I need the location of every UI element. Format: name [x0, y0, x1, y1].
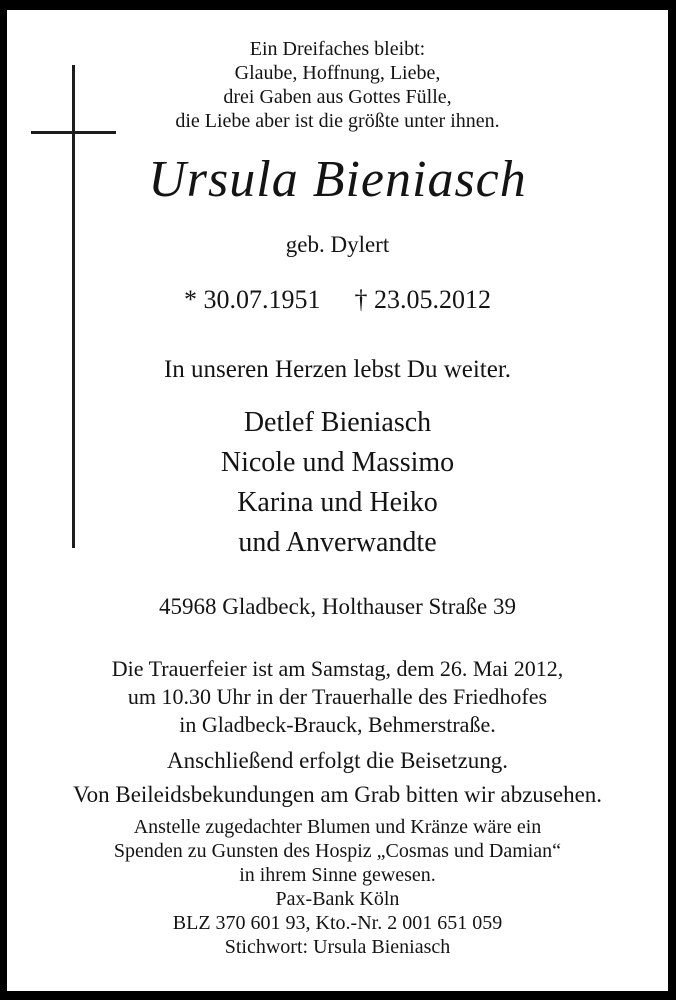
- donation-line: in ihrem Sinne gewesen.: [239, 864, 436, 886]
- donation-details: [7, 815, 668, 959]
- opening-verse: [7, 10, 668, 133]
- verse-line: Glaube, Hoffnung, Liebe,: [234, 62, 441, 84]
- funeral-line: Die Trauerfeier ist am Samstag, dem 26. Mai 2012,: [111, 656, 564, 681]
- life-dates: [7, 285, 668, 315]
- family-address: 45968 Gladbeck, Holthauser Straße 39: [158, 594, 517, 619]
- funeral-line: in Gladbeck-Brauck, Behmerstraße.: [179, 712, 496, 737]
- death-date: † 23.05.2012: [354, 285, 491, 314]
- donation-line: Anstelle zugedachter Blumen und Kränze wäre ein: [133, 816, 542, 838]
- mourner-name: Karina und Heiko: [237, 487, 438, 518]
- verse-line: drei Gaben aus Gottes Fülle,: [223, 86, 452, 108]
- donation-line: Pax-Bank Köln: [275, 888, 400, 910]
- funeral-line: um 10.30 Uhr in der Trauerhalle des Friedhofes: [127, 684, 548, 709]
- deceased-name: Ursula Bieniasch: [148, 151, 527, 208]
- mourner-name: Detlef Bieniasch: [243, 407, 432, 438]
- obituary-card: [7, 10, 668, 991]
- donation-line: Spenden zu Gunsten des Hospiz „Cosmas und Damian“: [113, 840, 562, 862]
- maiden-name: geb. Dylert: [285, 232, 390, 257]
- funeral-details: [7, 655, 668, 739]
- donation-line: Stichwort: Ursula Bieniasch: [224, 936, 451, 958]
- verse-line: die Liebe aber ist die größte unter ihnen.: [175, 110, 500, 132]
- burial-note: Anschließend erfolgt die Beisetzung.: [166, 748, 509, 773]
- tribute-line: In unseren Herzen lebst Du weiter.: [163, 356, 512, 383]
- verse-line: Ein Dreifaches bleibt:: [249, 38, 426, 60]
- mourner-name: Nicole und Massimo: [220, 447, 455, 478]
- condolences-note: Von Beileidsbekundungen am Grab bitten wir abzusehen.: [72, 782, 603, 807]
- donation-line: BLZ 370 601 93, Kto.-Nr. 2 001 651 059: [172, 912, 503, 934]
- birth-date: * 30.07.1951: [184, 285, 321, 314]
- mourner-name: und Anverwandte: [238, 527, 437, 558]
- mourners-list: [7, 403, 668, 563]
